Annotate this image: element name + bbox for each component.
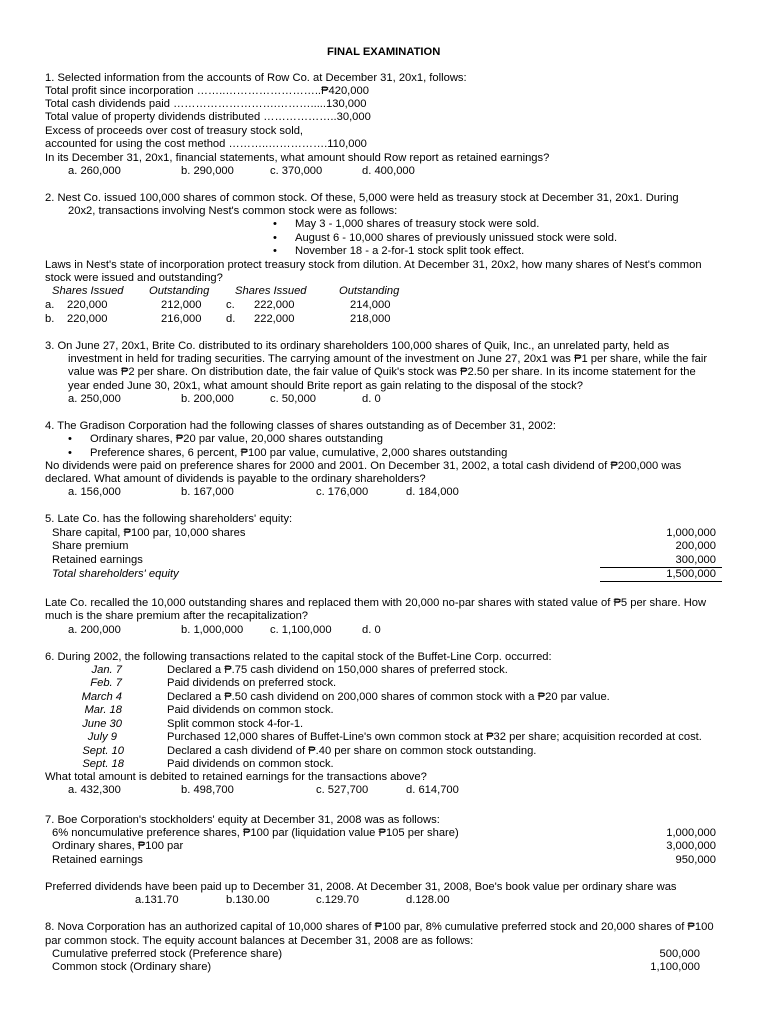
column-header: Shares Issued [235, 285, 307, 297]
choice-value: 222,000 [254, 299, 295, 311]
equity-label: Share capital, ₱100 par, 10,000 shares [52, 527, 246, 539]
q6-question: What total amount is debited to retained earnings for the transactions above? [45, 771, 427, 783]
q7-question: Preferred dividends have been paid up to December 31, 2008. At December 31, 2008, Boe's book value per ordinary share was [45, 881, 677, 893]
choice-d: d.128.00 [406, 894, 450, 906]
choice-c: c.129.70 [316, 894, 359, 906]
q2-stem: 2. Nest Co. issued 100,000 shares of common stock. Of these, 5,000 were held as treasury stock at December 31, 20x1. During [45, 192, 679, 204]
q1-stem: 1. Selected information from the accounts of Row Co. at December 31, 20x1, follows: [45, 72, 467, 84]
choice-value: 220,000 [67, 313, 108, 325]
equity-label: Share premium [52, 540, 129, 552]
transaction-date: July 9 [87, 731, 117, 743]
q1-line: Excess of proceeds over cost of treasury stock sold, [45, 125, 304, 137]
transaction-date: Feb. 7 [90, 677, 122, 689]
transaction-date: Mar. 18 [84, 704, 122, 716]
q3-line: year ended June 30, 20x1, what amount should Brite report as gain relating to the disposal of the stock? [68, 380, 583, 392]
choice-value: 212,000 [161, 299, 202, 311]
choice-value: 220,000 [67, 299, 108, 311]
choice-d: d. 0 [362, 393, 381, 405]
transaction-text: Declared a cash dividend of ₱.40 per share on common stock outstanding. [167, 745, 537, 757]
choice-c: c. 176,000 [316, 486, 369, 498]
q8-stem: 8. Nova Corporation has an authorized capital of 10,000 shares of ₱100 par, 8% cumulative preferred stock and 20,000 shares of ₱100 [45, 921, 714, 933]
q2-stem: 20x2, transactions involving Nest's common stock were as follows: [68, 205, 398, 217]
q5-question: much is the share premium after the recapitalization? [45, 610, 309, 622]
choice-a: a.131.70 [135, 894, 179, 906]
transaction-date: Jan. 7 [91, 664, 122, 676]
equity-amount: 1,100,000 [650, 961, 700, 973]
choice-letter: c. [226, 299, 235, 311]
transaction-date: Sept. 10 [82, 745, 124, 757]
choice-b: b. 290,000 [181, 165, 234, 177]
q2-bullet: • May 3 - 1,000 shares of treasury stock were sold. [295, 218, 539, 231]
choice-d: d. 184,000 [406, 486, 459, 498]
choice-b: b. 200,000 [181, 393, 234, 405]
choice-b: b. 498,700 [181, 784, 234, 796]
choice-d: d. 614,700 [406, 784, 459, 796]
column-header: Outstanding [339, 285, 400, 297]
column-header: Outstanding [149, 285, 210, 297]
choice-a: a. 250,000 [68, 393, 121, 405]
transaction-text: Paid dividends on common stock. [167, 704, 334, 716]
choice-letter: b. [45, 313, 55, 325]
choice-letter: d. [226, 313, 236, 325]
choice-a: a. 156,000 [68, 486, 121, 498]
equity-label: Cumulative preferred stock (Preference share) [52, 948, 283, 960]
choice-c: c. 370,000 [270, 165, 323, 177]
choice-d: d. 400,000 [362, 165, 415, 177]
equity-amount: 200,000 [675, 540, 716, 552]
choice-b: b. 167,000 [181, 486, 234, 498]
choice-value: 216,000 [161, 313, 202, 325]
choice-b: b. 1,000,000 [181, 624, 244, 636]
q6-stem: 6. During 2002, the following transactions related to the capital stock of the Buffet-Line Corp. occurred: [45, 651, 552, 663]
column-header: Shares Issued [52, 285, 124, 297]
q5-stem: 5. Late Co. has the following shareholders' equity: [45, 513, 293, 525]
q3-line: investment in held for trading securities. The carrying amount of the investment on June 27, 20x1 was ₱1 per share, while the fair [68, 353, 708, 365]
equity-label: 6% noncumulative preference shares, ₱100 par (liquidation value ₱105 per share) [52, 827, 459, 839]
q1-line: accounted for using the cost method ………..…………….110,000 [45, 138, 367, 150]
q2-question: Laws in Nest's state of incorporation protect treasury stock from dilution. At December 31, 20x2, how many shares of Nest's common [45, 259, 702, 271]
equity-label: Retained earnings [52, 554, 143, 566]
equity-total-amount: 1,500,000 [666, 568, 716, 580]
equity-label: Ordinary shares, ₱100 par [52, 840, 184, 852]
transaction-date: March 4 [81, 691, 122, 703]
choice-d: d. 0 [362, 624, 381, 636]
choice-c: c. 50,000 [270, 393, 317, 405]
transaction-text: Declared a ₱.50 cash dividend on 200,000 shares of common stock with a ₱20 par value. [167, 691, 610, 703]
choice-a: a. 200,000 [68, 624, 121, 636]
equity-amount: 1,000,000 [666, 527, 716, 539]
q4-question: declared. What amount of dividends is payable to the ordinary shareholders? [45, 473, 426, 485]
q2-question: stock were issued and outstanding? [45, 272, 223, 284]
transaction-date: Sept. 18 [82, 758, 124, 770]
choice-c: c. 1,100,000 [270, 624, 332, 636]
q4-bullet: • Preference shares, 6 percent, ₱100 par value, cumulative, 2,000 shares outstanding [90, 447, 507, 460]
q1-line: Total cash dividends paid ……………………….……….....130,000 [45, 98, 367, 110]
choice-a: a. 260,000 [68, 165, 121, 177]
q2-bullet: • August 6 - 10,000 shares of previously unissued stock were sold. [295, 232, 617, 245]
equity-total-label: Total shareholders' equity [52, 568, 179, 580]
q4-bullet: • Ordinary shares, ₱20 par value, 20,000 shares outstanding [90, 433, 383, 446]
equity-amount: 500,000 [659, 948, 700, 960]
q7-stem: 7. Boe Corporation's stockholders' equity at December 31, 2008 was as follows: [45, 814, 440, 826]
q1-question: In its December 31, 20x1, financial statements, what amount should Row report as retained earnings? [45, 152, 550, 164]
equity-amount: 3,000,000 [666, 840, 716, 852]
choice-a: a. 432,300 [68, 784, 121, 796]
transaction-text: Split common stock 4-for-1. [167, 718, 304, 730]
q8-stem: par common stock. The equity account balances at December 31, 2008 are as follows: [45, 935, 474, 947]
page-title: FINAL EXAMINATION [327, 46, 441, 58]
q1-line: Total value of property dividends distributed ………………..30,000 [45, 111, 371, 123]
q3-line: value was ₱2 per share. On distribution date, the fair value of Quik's stock was ₱2.50 per share. In its income statement for the [68, 366, 696, 378]
transaction-text: Paid dividends on common stock. [167, 758, 334, 770]
choice-value: 218,000 [350, 313, 391, 325]
q4-stem: 4. The Gradison Corporation had the following classes of shares outstanding as of December 31, 2002: [45, 420, 556, 432]
transaction-text: Paid dividends on preferred stock. [167, 677, 337, 689]
total-rule-bottom [600, 581, 722, 582]
choice-b: b.130.00 [226, 894, 270, 906]
q1-line: Total profit since incorporation ……..……………………..₱420,000 [45, 85, 369, 97]
equity-label: Common stock (Ordinary share) [52, 961, 212, 973]
equity-amount: 1,000,000 [666, 827, 716, 839]
q3-line: 3. On June 27, 20x1, Brite Co. distributed to its ordinary shareholders 100,000 shares of Quik, Inc., an unrelated party, held as [45, 340, 670, 352]
q4-question: No dividends were paid on preference shares for 2000 and 2001. On December 31, 2002, a total cash dividend of ₱200,000 was [45, 460, 682, 472]
transaction-date: June 30 [82, 718, 122, 730]
equity-label: Retained earnings [52, 854, 143, 866]
equity-amount: 950,000 [675, 854, 716, 866]
q5-question: Late Co. recalled the 10,000 outstanding shares and replaced them with 20,000 no-par shares with stated value of ₱5 per share. How [45, 597, 707, 609]
transaction-text: Purchased 12,000 shares of Buffet-Line's own common stock at ₱32 per share; acquisition recorded at cost. [167, 731, 702, 743]
choice-value: 214,000 [350, 299, 391, 311]
transaction-text: Declared a ₱.75 cash dividend on 150,000 shares of preferred stock. [167, 664, 508, 676]
choice-letter: a. [45, 299, 55, 311]
choice-c: c. 527,700 [316, 784, 369, 796]
equity-amount: 300,000 [675, 554, 716, 566]
q2-bullet: • November 18 - a 2-for-1 stock split took effect. [295, 245, 524, 258]
choice-value: 222,000 [254, 313, 295, 325]
